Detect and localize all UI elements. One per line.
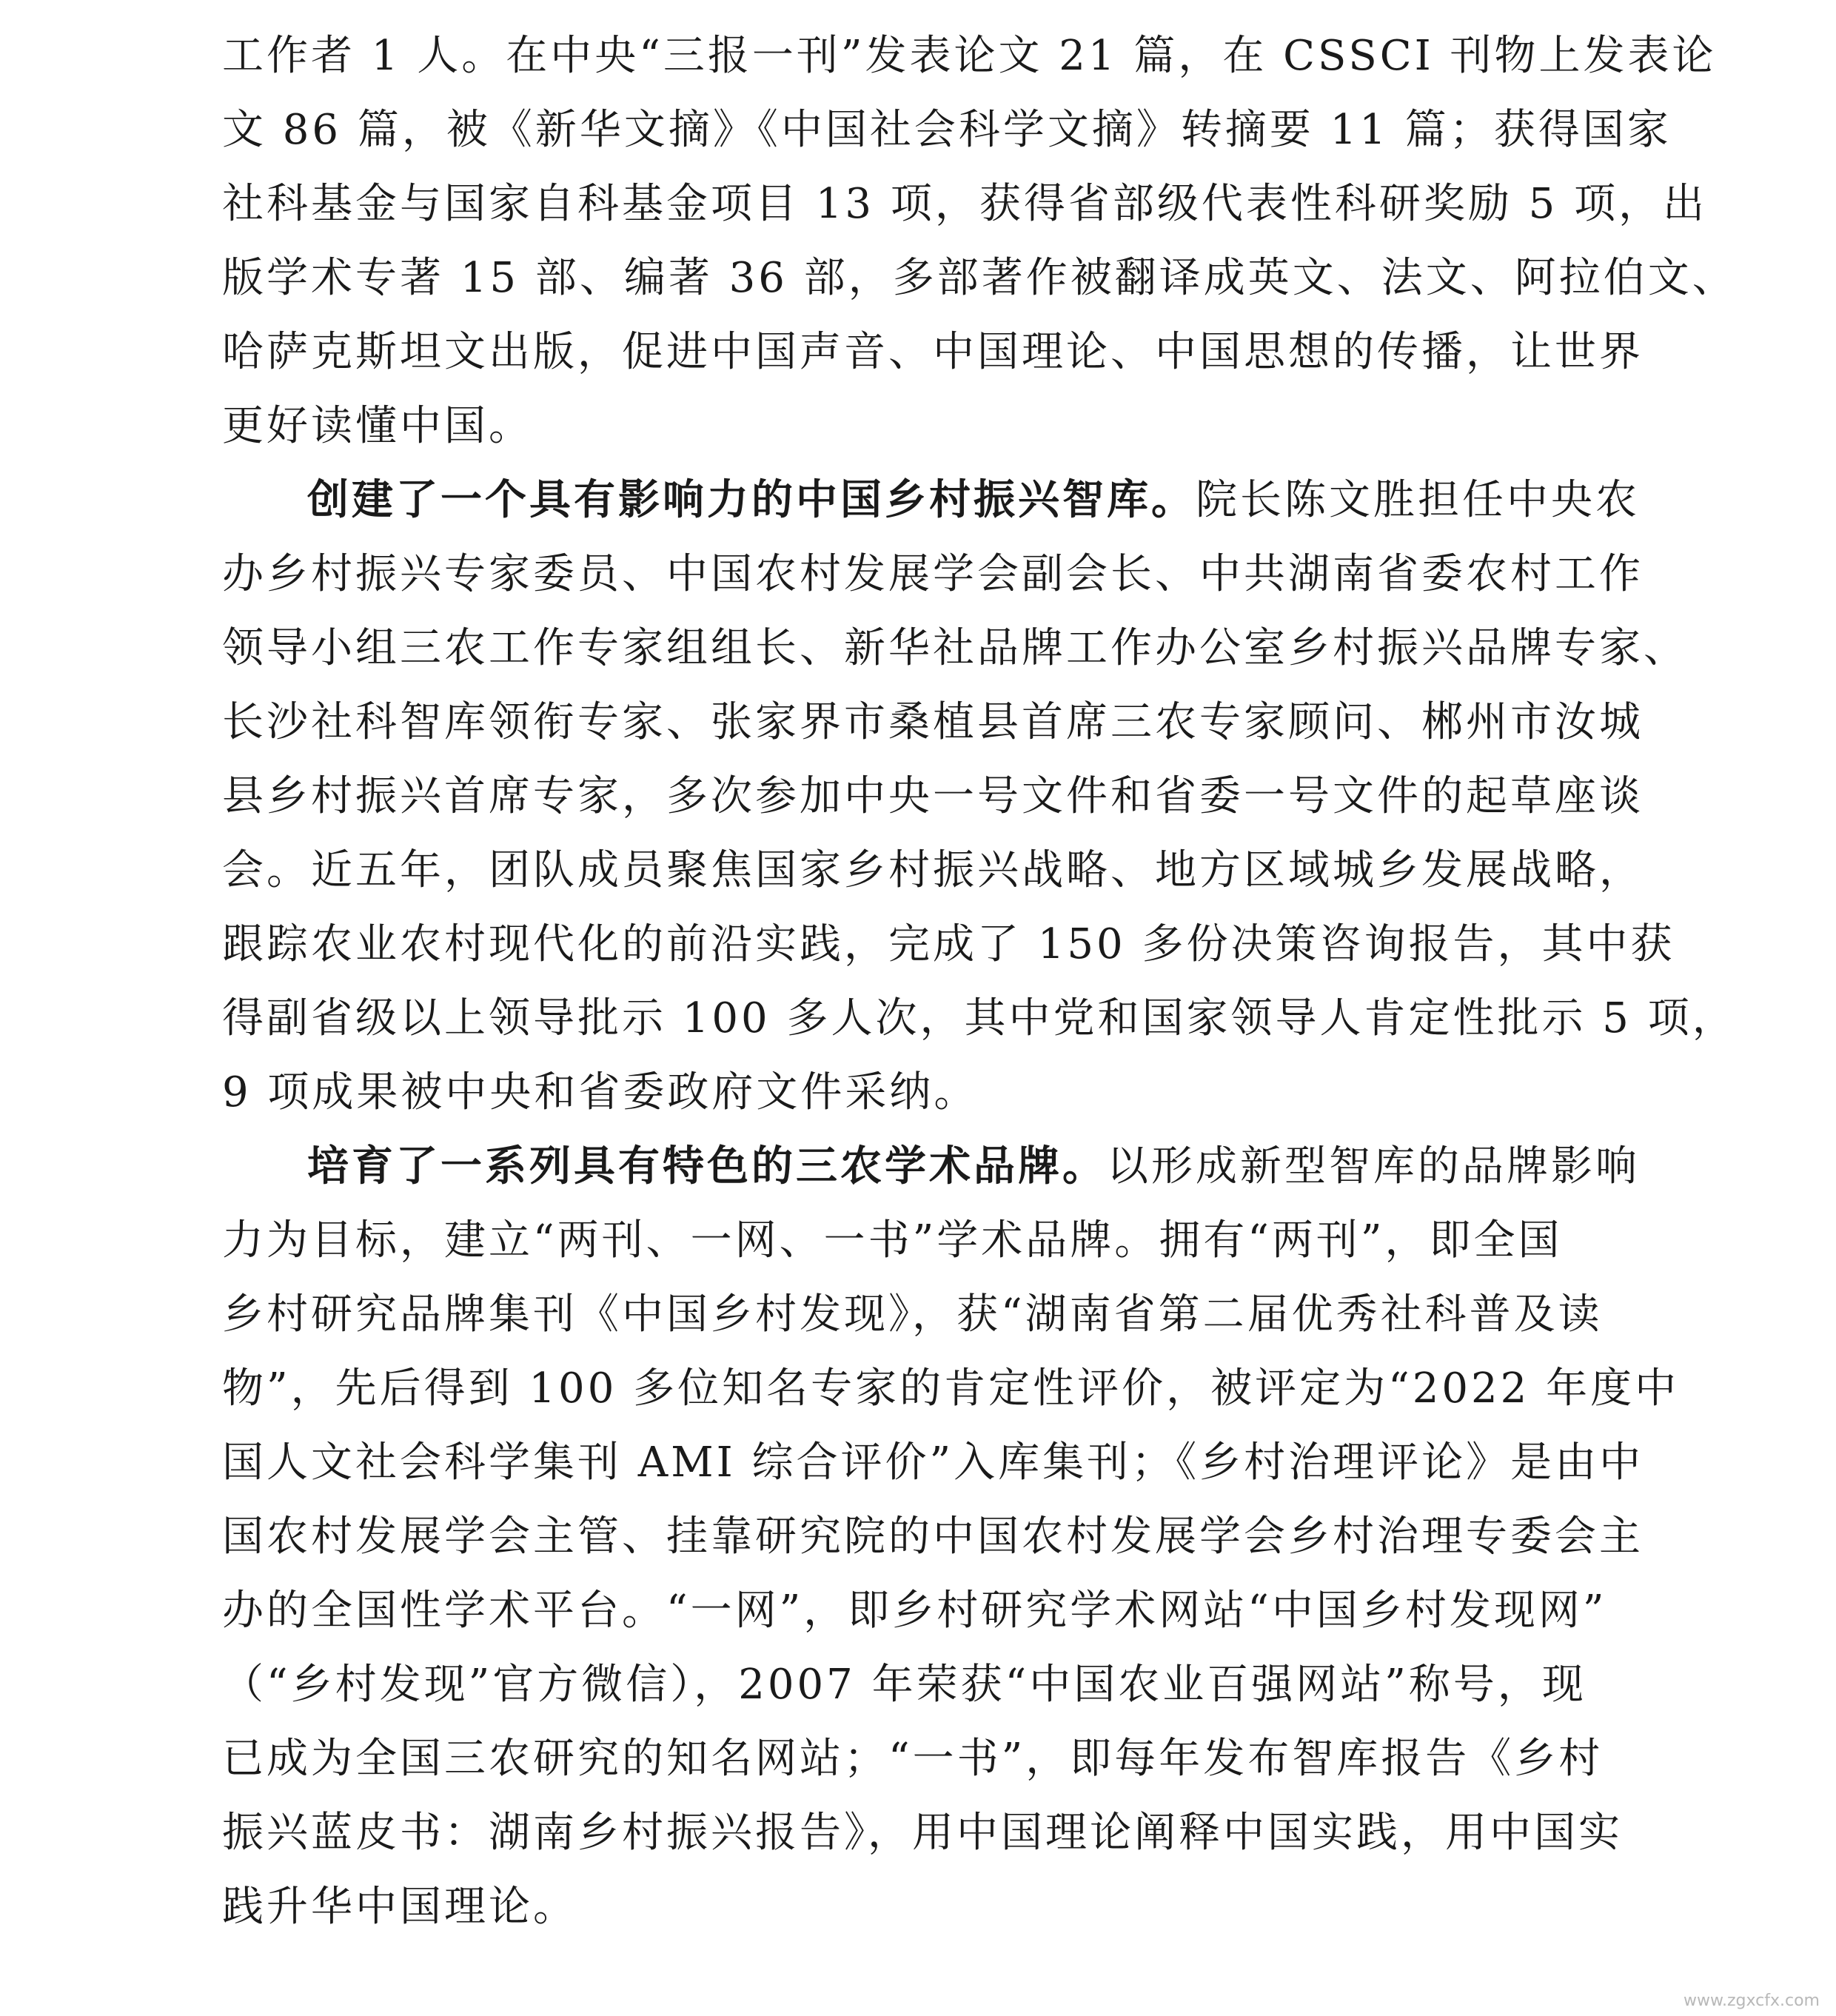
- text-line: 办的全国性学术平台。“一网”，即乡村研究学术网站“中国乡村发现网”: [222, 1587, 1607, 1635]
- text-line: 版学术专著 15 部、编著 36 部，多部著作被翻译成英文、法文、阿拉伯文、: [222, 254, 1737, 302]
- text-line: 办乡村振兴专家委员、中国农村发展学会副会长、中共湖南省委农村工作: [222, 550, 1644, 598]
- text-line: 跟踪农业农村现代化的前沿实践，完成了 150 多份决策咨询报告，其中获: [222, 920, 1675, 968]
- text-line: （“乡村发现”官方微信），2007 年荣获“中国农业百强网站”称号，现: [222, 1661, 1587, 1709]
- watermark: www.zgxcfx.com: [1683, 1992, 1820, 2010]
- first-line-text: 以形成新型智库的品牌影响: [1107, 1142, 1640, 1190]
- text-line: 会。近五年，团队成员聚焦国家乡村振兴战略、地方区域城乡发展战略，: [222, 846, 1644, 894]
- paragraph-lead-heading: 创建了一个具有影响力的中国乡村振兴智库。: [307, 476, 1196, 524]
- text-line: 领导小组三农工作专家组组长、新华社品牌工作办公室乡村振兴品牌专家、: [222, 624, 1688, 672]
- text-line: 已成为全国三农研究的知名网站；“一书”，即每年发布智库报告《乡村: [222, 1735, 1604, 1783]
- text-line: 长沙社科智库领衔专家、张家界市桑植县首席三农专家顾问、郴州市汝城: [222, 698, 1644, 746]
- text-line: 哈萨克斯坦文出版，促进中国声音、中国理论、中国思想的传播，让世界: [222, 328, 1644, 376]
- text-line: 社科基金与国家自科基金项目 13 项，获得省部级代表性科研奖励 5 项，出: [222, 180, 1708, 228]
- text-line: 乡村研究品牌集刊《中国乡村发现》，获“湖南省第二届优秀社科普及读: [222, 1290, 1603, 1339]
- paragraph-first-line: [222, 463, 1640, 538]
- text-line: 振兴蓝皮书：湖南乡村振兴报告》，用中国理论阐释中国实践，用中国实: [222, 1809, 1623, 1857]
- text-line: 国农村发展学会主管、挂靠研究院的中国农村发展学会乡村治理专委会主: [222, 1513, 1644, 1561]
- text-line: 践升华中国理论。: [222, 1883, 577, 1931]
- text-line: 9 项成果被中央和省委政府文件采纳。: [222, 1068, 979, 1116]
- first-line-text: 院长陈文胜担任中央农: [1196, 476, 1640, 524]
- paragraph-first-line: [222, 1130, 1640, 1204]
- text-line: 得副省级以上领导批示 100 多人次，其中党和国家领导人肯定性批示 5 项，: [222, 994, 1737, 1042]
- text-line: 更好读懂中国。: [222, 402, 533, 450]
- paragraph-research-output: [222, 19, 1737, 463]
- document-body: [222, 19, 1737, 1944]
- text-line: 文 86 篇，被《新华文摘》《中国社会科学文摘》转摘要 11 篇；获得国家: [222, 106, 1672, 154]
- text-line: 国人文社会科学集刊 AMI 综合评价”入库集刊；《乡村治理评论》是由中: [222, 1439, 1644, 1487]
- paragraph-lead-heading: 培育了一系列具有特色的三农学术品牌。: [307, 1142, 1107, 1190]
- text-line: 县乡村振兴首席专家，多次参加中央一号文件和省委一号文件的起草座谈: [222, 772, 1644, 820]
- text-line: 力为目标，建立“两刊、一网、一书”学术品牌。拥有“两刊”，即全国: [222, 1216, 1563, 1265]
- text-line: 工作者 1 人。在中央“三报一刊”发表论文 21 篇，在 CSSCI 刊物上发表论: [222, 32, 1717, 80]
- paragraph-think-tank: [222, 463, 1737, 1130]
- text-line: 物”，先后得到 100 多位知名专家的肯定性评价，被评定为“2022 年度中: [222, 1364, 1680, 1413]
- paragraph-academic-brands: [222, 1130, 1680, 1944]
